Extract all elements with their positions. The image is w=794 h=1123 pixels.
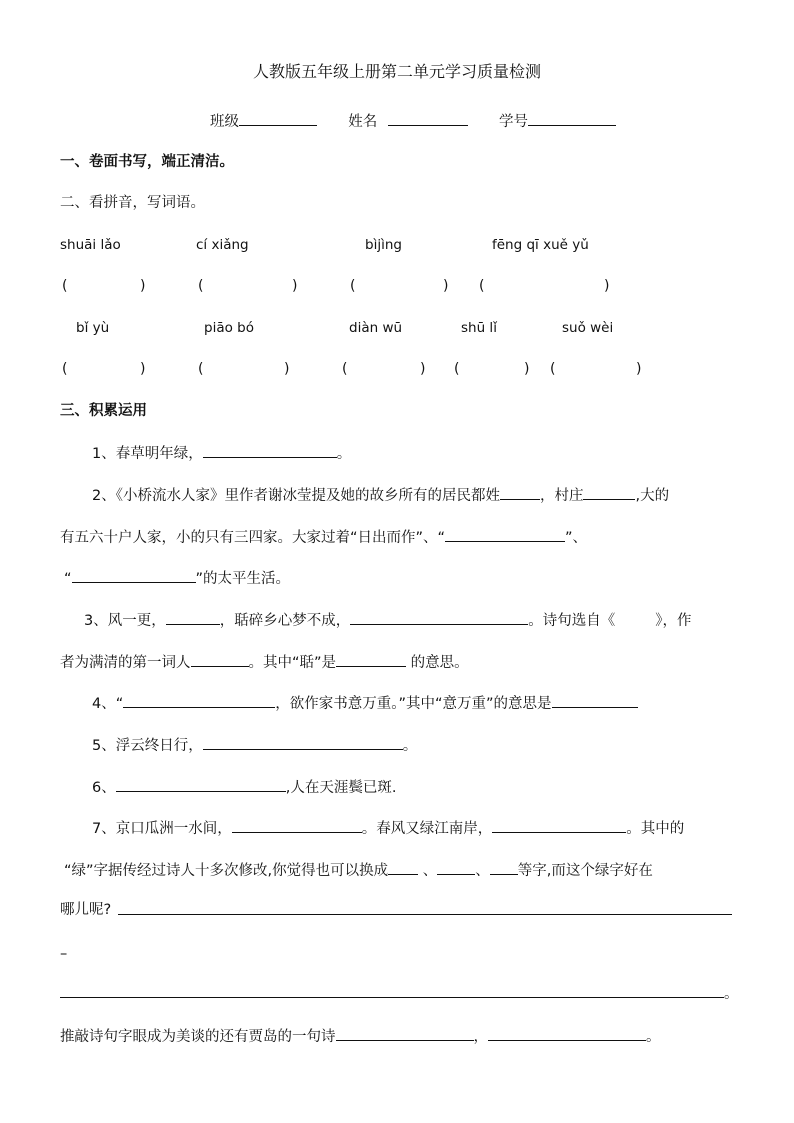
answer-blank[interactable]: [336, 1025, 474, 1041]
question-text: ”的太平生活。: [195, 571, 291, 587]
id-label: 学号: [499, 114, 529, 130]
answer-close-paren: ): [140, 278, 146, 294]
question-3-line-1: [84, 609, 691, 631]
question-text: 。春风又绿江南岸，: [361, 821, 493, 837]
question-text: 3、风一更，: [84, 613, 166, 629]
question-text: 1、春草明年绿，: [92, 446, 203, 462]
question-text: ,大的: [635, 488, 670, 504]
pinyin-item: shū lǐ: [461, 320, 497, 336]
answer-blank[interactable]: [123, 692, 275, 708]
question-text: 有五六十户人家，小的只有三四家。大家过着“日出而作”、“: [60, 530, 446, 546]
question-text: 》，作: [655, 613, 692, 629]
answer-blank[interactable]: [500, 484, 540, 500]
section1-heading: 一、卷面书写，端正清洁。: [60, 154, 234, 170]
answer-close-paren: ): [284, 361, 290, 377]
pinyin-item: shuāi lǎo: [60, 237, 121, 253]
answer-blank[interactable]: [552, 692, 638, 708]
question-text: 等字,而这个绿字好在: [517, 863, 653, 879]
question-text: 。: [336, 446, 352, 462]
answer-open-paren: (: [350, 278, 356, 294]
answer-blank[interactable]: [388, 859, 418, 875]
answer-open-paren: (: [198, 278, 204, 294]
question-2-line-2: [60, 526, 587, 548]
question-6: [92, 776, 396, 798]
answer-close-paren: ): [604, 278, 610, 294]
question-text: 7、京口瓜洲一水间，: [92, 821, 232, 837]
question-text: “: [64, 571, 72, 587]
answer-blank[interactable]: [350, 609, 528, 625]
answer-blank[interactable]: [166, 609, 220, 625]
question-text: 哪儿呢?: [60, 902, 112, 918]
question-text: 。其中“聒”是: [248, 655, 337, 671]
question-text: ，欲作家书意万重。”其中“意万重”的意思是: [275, 696, 552, 712]
pinyin-item: piāo bó: [204, 320, 254, 336]
question-text: 的意思。: [406, 655, 469, 671]
pinyin-item: suǒ wèi: [562, 320, 614, 336]
answer-open-paren: (: [62, 361, 68, 377]
question-text: ，: [473, 1029, 488, 1045]
question-text: ，村庄: [539, 488, 584, 504]
question-text: 。: [646, 1029, 661, 1045]
answer-close-paren: ): [636, 361, 642, 377]
question-text: 。其中的: [626, 821, 685, 837]
answer-close-paren: ): [443, 278, 449, 294]
pinyin-item: bǐ yù: [76, 320, 110, 336]
question-5: [92, 734, 417, 756]
answer-open-paren: (: [550, 361, 556, 377]
answer-open-paren: (: [62, 278, 68, 294]
answer-blank[interactable]: [203, 442, 337, 458]
question-7-line-2: [64, 859, 653, 881]
pinyin-item: bìjìng: [365, 237, 402, 253]
question-8: [60, 1025, 661, 1047]
question-text: ,人在天涯鬓已斑.: [285, 780, 397, 796]
question-7-line-3: [60, 900, 111, 920]
answer-open-paren: (: [342, 361, 348, 377]
question-text: 2、《小桥流水人家》里作者谢冰莹提及她的故乡所有的居民都姓: [92, 488, 500, 504]
answer-blank[interactable]: [492, 817, 626, 833]
answer-blank[interactable]: [437, 859, 475, 875]
question-2-line-3: [64, 567, 290, 589]
class-label: 班级: [210, 114, 239, 130]
name-label: 姓名: [348, 114, 378, 130]
question-7-line-1: [92, 817, 684, 839]
answer-close-paren: ): [140, 361, 146, 377]
question-2-line-1: [92, 484, 669, 506]
pinyin-item: diàn wū: [349, 320, 403, 336]
answer-open-paren: (: [454, 361, 460, 377]
class-field[interactable]: [239, 110, 317, 126]
question-3-line-2: [60, 651, 469, 673]
header-fields: [210, 110, 616, 132]
answer-blank[interactable]: [445, 526, 565, 542]
name-field[interactable]: [388, 110, 468, 126]
question-text: ”、: [565, 530, 588, 546]
answer-open-paren: (: [198, 361, 204, 377]
question-text: 。: [724, 986, 739, 1002]
question-4: [92, 692, 638, 714]
section2-heading: 二、看拼音，写词语。: [60, 195, 205, 211]
question-text: 。: [402, 738, 418, 754]
answer-blank[interactable]: [583, 484, 635, 500]
question-text: 者为满清的第一词人: [60, 655, 191, 671]
id-field[interactable]: [528, 110, 616, 126]
question-text: 6、: [92, 780, 116, 796]
section3-heading: 三、积累运用: [60, 403, 147, 419]
question-text: 、: [475, 863, 490, 879]
answer-close-paren: ): [524, 361, 530, 377]
stray-mark: –: [60, 946, 68, 962]
question-text: “绿”字据传经过诗人十多次修改,你觉得也可以换成: [64, 863, 389, 879]
pinyin-item: fēng qī xuě yǔ: [492, 237, 589, 253]
answer-blank[interactable]: [191, 651, 249, 667]
answer-blank[interactable]: [488, 1025, 646, 1041]
answer-blank[interactable]: [116, 776, 286, 792]
question-text: 、: [418, 863, 438, 879]
page-title: 人教版五年级上册第二单元学习质量检测: [252, 62, 541, 81]
pinyin-item: cí xiǎng: [196, 237, 249, 253]
question-text: 。诗句选自《: [528, 613, 616, 629]
question-1: [92, 442, 351, 464]
answer-blank[interactable]: [232, 817, 362, 833]
answer-blank[interactable]: [72, 567, 196, 583]
question-text: 4、“: [92, 696, 124, 712]
answer-close-paren: ): [420, 361, 426, 377]
answer-blank[interactable]: [490, 859, 518, 875]
question-text: 5、浮云终日行，: [92, 738, 203, 754]
answer-blank[interactable]: [203, 734, 403, 750]
question-text: ，聒碎乡心梦不成，: [219, 613, 351, 629]
answer-line[interactable]: [118, 914, 732, 915]
answer-line[interactable]: [60, 997, 724, 998]
answer-blank[interactable]: [336, 651, 406, 667]
answer-open-paren: (: [479, 278, 485, 294]
question-text: 推敲诗句字眼成为美谈的还有贾岛的一句诗: [60, 1029, 336, 1045]
answer-close-paren: ): [292, 278, 298, 294]
